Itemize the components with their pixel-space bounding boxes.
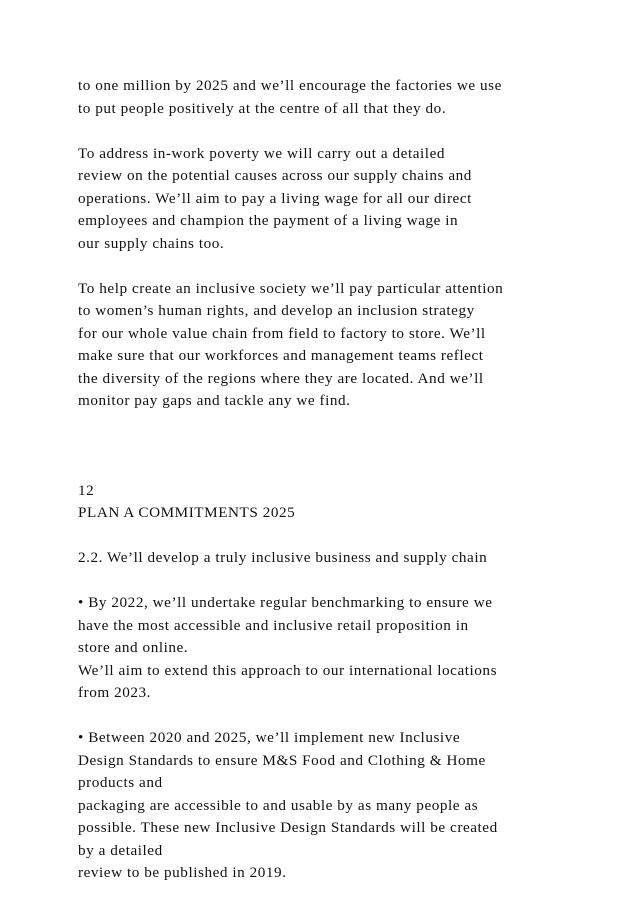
text-line: We’ll aim to extend this approach to our international locations [78,661,498,679]
text-line: for our whole value chain from field to factory to store. We’ll [78,324,486,342]
text-line: To address in-work poverty we will carry out a detailed [78,144,445,162]
text-line: have the most accessible and inclusive retail proposition in [78,616,469,634]
paragraph-inclusive-society [78,278,578,413]
text-line: to put people positively at the centre of all that they do. [78,99,447,117]
text-line: products and [78,774,163,791]
text-line: our supply chains too. [78,234,225,252]
text-line: employees and champion the payment of a living wage in [78,212,459,229]
text-line: To help create an inclusive society we’ll pay particular attention [78,279,504,297]
text-line: • Between 2020 and 2025, we’ll implement new Inclusive [78,729,461,746]
text-line: from 2023. [78,684,151,701]
page-number: 12 [78,481,95,499]
section-heading: PLAN A COMMITMENTS 2025 [78,504,296,521]
paragraph-in-work-poverty [78,143,578,256]
text-line: packaging are accessible to and usable by as many people as [78,796,479,814]
document-page [78,75,578,885]
text-line: to women’s human rights, and develop an inclusion strategy [78,302,475,319]
text-line: to one million by 2025 and we’ll encourage the factories we use [78,77,502,94]
text-line: make sure that our workforces and management teams reflect [78,347,484,364]
subheading: 2.2. We’ll develop a truly inclusive business and supply chain [78,549,488,566]
text-line: review to be published in 2019. [78,864,287,881]
bullet-inclusive-design [78,727,578,885]
text-line: the diversity of the regions where they are located. And we’ll [78,369,484,387]
text-line: Design Standards to ensure M&S Food and Clothing & Home [78,751,486,769]
bullet-benchmarking [78,592,578,705]
text-line: by a detailed [78,841,163,859]
text-line: monitor pay gaps and tackle any we find. [78,392,351,409]
text-line: • By 2022, we’ll undertake regular benchmarking to ensure we [78,594,493,611]
text-line: review on the potential causes across our supply chains and [78,167,472,184]
text-line: possible. These new Inclusive Design Standards will be created [78,819,498,836]
paragraph-factories [78,75,578,120]
text-line: store and online. [78,639,189,656]
text-line: operations. We’ll aim to pay a living wage for all our direct [78,189,472,207]
